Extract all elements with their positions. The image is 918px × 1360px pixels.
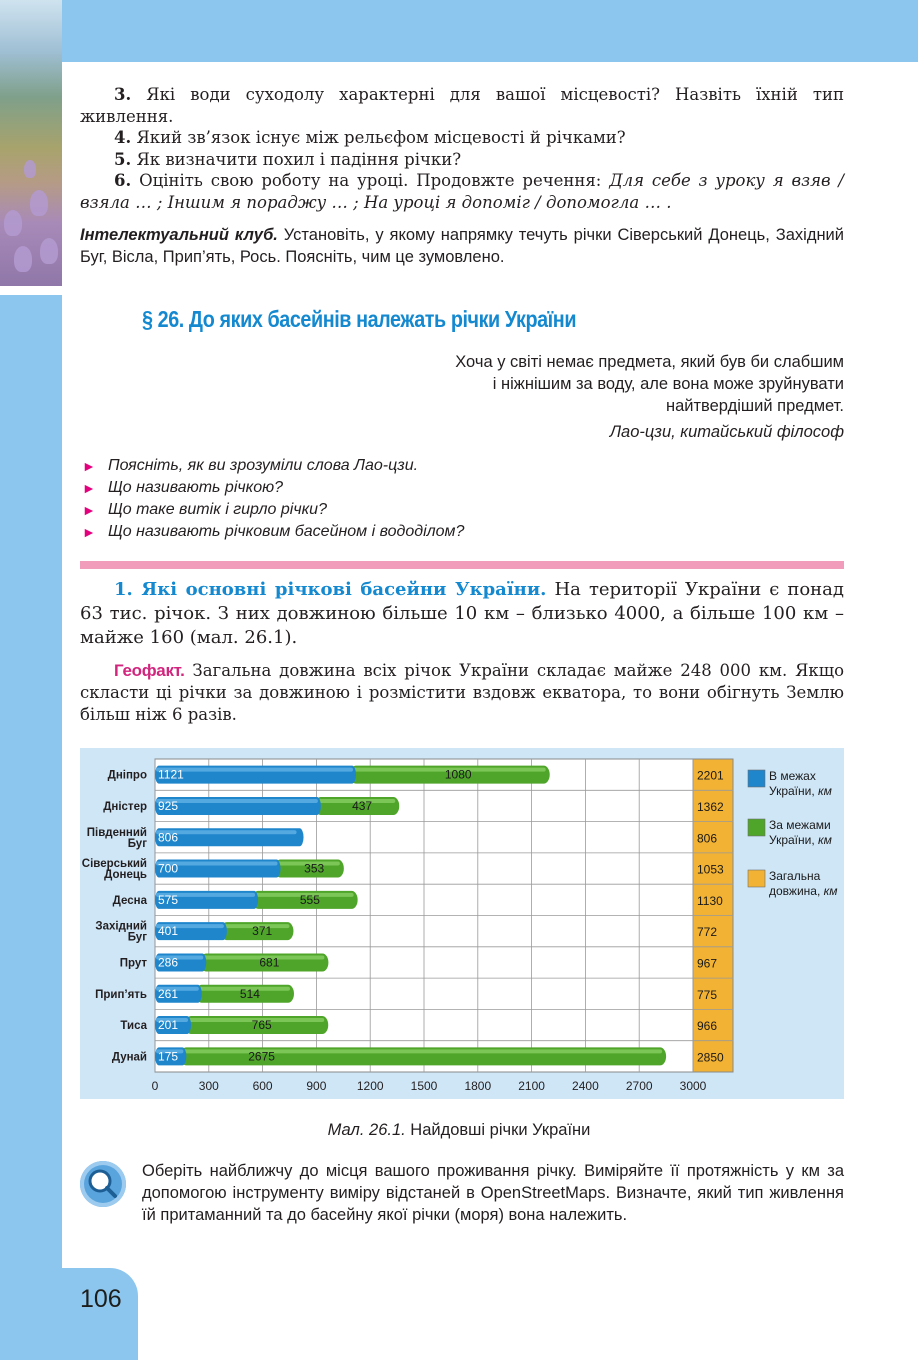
- paragraph-heading: 1. Які основні річкові басейни України.: [114, 579, 547, 600]
- category-label: Дніпро: [107, 769, 147, 782]
- value-label-outside: 681: [259, 955, 280, 970]
- value-label-inside: 700: [158, 861, 179, 876]
- value-label-total: 775: [697, 987, 718, 1002]
- value-label-total: 1053: [697, 862, 724, 877]
- legend-label: довжина, км: [769, 884, 838, 898]
- rivers-length-chart: [80, 748, 844, 1099]
- practical-task-text: Оберіть найближчу до місця вашого проживання річку. Виміряйте її протяжність у км за допомогою інструменту виміру відстаней в OpenStreetMaps. Визначте, який тип живлення їй притаманний та до басейну якої річки (моря) вона належить.: [142, 1162, 844, 1224]
- epigraph-author: Лао-цзи, китайський філософ: [609, 423, 844, 441]
- x-tick-label: 2100: [518, 1079, 545, 1093]
- page-number-tab: [0, 1268, 138, 1360]
- section-title: § 26. До яких басейнів належать річки України: [142, 306, 577, 332]
- x-tick-label: 300: [198, 1079, 219, 1093]
- value-label-outside: 765: [251, 1018, 272, 1033]
- top-color-band: [62, 0, 918, 62]
- category-label: Прип’ять: [95, 988, 147, 1001]
- triangle-arrow-icon: ►: [82, 480, 96, 496]
- legend-label: України, км: [769, 833, 832, 847]
- value-label-inside: 261: [158, 986, 179, 1001]
- value-label-inside: 201: [158, 1018, 179, 1033]
- warmup-questions: [80, 455, 844, 543]
- legend-swatch: [748, 770, 765, 787]
- value-label-total: 967: [697, 956, 718, 971]
- question-4: 4. Який зв’язок існує між рельєфом місцевості й річками?: [114, 128, 626, 147]
- value-label-outside: 2675: [248, 1049, 275, 1064]
- category-label: Сіверський: [81, 858, 147, 871]
- club-label: Інтелектуальний клуб.: [80, 226, 278, 244]
- value-label-outside: 437: [352, 798, 373, 813]
- category-label: Буг: [127, 931, 147, 944]
- category-label: Донець: [104, 869, 147, 882]
- decorative-crocus-photo: [0, 0, 62, 286]
- list-item: ► Що називають річкою?: [80, 477, 844, 499]
- category-label: Тиса: [120, 1020, 147, 1033]
- triangle-arrow-icon: ►: [82, 524, 96, 540]
- paragraph-main-basins: 1. Які основні річкові басейни України. На території України є понад 63 тис. річок. З них довжиною більше 10 км – близько 4000, а більше 100 км – майже 160 (мал. 26.1).: [80, 579, 844, 648]
- category-label: Прут: [119, 957, 147, 970]
- x-tick-label: 0: [151, 1079, 159, 1093]
- value-label-total: 1130: [697, 893, 723, 908]
- value-label-inside: 401: [158, 924, 179, 939]
- x-tick-label: 1200: [356, 1079, 384, 1093]
- legend-label: В межах: [769, 769, 816, 783]
- x-tick-label: 2700: [625, 1079, 653, 1093]
- bar-highlight: [156, 799, 318, 803]
- epigraph-line: найтвердіший предмет.: [665, 397, 844, 415]
- geofact-paragraph: Геофакт. Загальна довжина всіх річок України складає майже 248 000 км. Якщо скласти ці річки за довжиною і розмістити вздовж екватора, то вони обігнуть Землю більш ніж 6 разів.: [80, 661, 844, 724]
- x-tick-label: 600: [252, 1079, 273, 1093]
- pink-divider: [80, 561, 844, 569]
- value-label-outside: 1080: [444, 767, 472, 782]
- value-label-outside: 371: [252, 924, 273, 939]
- x-tick-label: 3000: [679, 1079, 707, 1093]
- bar-highlight: [156, 768, 353, 772]
- value-label-inside: 575: [158, 892, 179, 907]
- value-label-inside: 175: [158, 1049, 179, 1064]
- value-label-outside: 514: [239, 986, 260, 1001]
- value-label-total: 2201: [697, 768, 724, 783]
- legend-label: України, км: [769, 784, 832, 798]
- value-label-outside: 353: [304, 861, 325, 876]
- value-label-outside: 555: [299, 892, 320, 907]
- value-label-total: 1362: [697, 799, 724, 814]
- magnifier-task-icon: [80, 1161, 126, 1207]
- question-6: 6. Оцініть свою роботу на уроці. Продовжте речення: Для себе з уроку я взяв / взяла … ; Іншим я пораджу … ; На уроці я допоміг / допомогла … .: [80, 171, 844, 212]
- figure-caption: Мал. 26.1. Найдовші річки України: [327, 1121, 591, 1139]
- category-label: Західний: [95, 920, 147, 933]
- epigraph: [284, 351, 844, 443]
- list-item: ► Що таке витік і гирло річки?: [80, 499, 844, 521]
- category-label: Дністер: [103, 800, 147, 813]
- x-tick-label: 1800: [464, 1079, 492, 1093]
- triangle-arrow-icon: ►: [82, 502, 96, 518]
- value-label-inside: 806: [158, 830, 179, 845]
- list-item: ► Що називають річковим басейном і вододілом?: [80, 521, 844, 543]
- page-number: 106: [80, 1285, 122, 1313]
- question-3: 3. Які води суходолу характерні для вашої місцевості? Назвіть їхній тип живлення.: [80, 85, 844, 126]
- category-label: Південний: [86, 826, 147, 839]
- review-questions: [80, 84, 844, 213]
- value-label-inside: 925: [158, 798, 179, 813]
- category-label: Десна: [112, 894, 147, 907]
- value-label-total: 772: [697, 925, 718, 940]
- value-label-total: 2850: [697, 1050, 724, 1065]
- epigraph-line: Хоча у світі немає предмета, який був би слабшим: [455, 353, 844, 371]
- category-label: Буг: [127, 837, 147, 850]
- value-label-total: 966: [697, 1019, 718, 1034]
- value-label-inside: 1121: [158, 767, 184, 782]
- x-tick-label: 2400: [572, 1079, 599, 1093]
- x-tick-label: 900: [306, 1079, 327, 1093]
- value-label-total: 806: [697, 831, 718, 846]
- legend-label: Загальна: [769, 869, 821, 883]
- triangle-arrow-icon: ►: [82, 458, 96, 474]
- geofact-label: Геофакт.: [114, 661, 185, 680]
- legend-swatch: [748, 870, 765, 887]
- epigraph-line: і ніжнішим за воду, але вона може зруйнувати: [492, 375, 844, 393]
- value-label-inside: 286: [158, 955, 179, 970]
- x-tick-label: 1500: [410, 1079, 438, 1093]
- legend-swatch: [748, 819, 765, 836]
- category-label: Дунай: [111, 1051, 147, 1064]
- question-5: 5. Як визначити похил і падіння річки?: [114, 149, 462, 169]
- intellectual-club-task: Інтелектуальний клуб. Установіть, у якому напрямку течуть річки Сіверський Донець, Західний Буг, Вісла, Прип’ять, Рось. Поясніть, чим це зумовлено.: [80, 226, 844, 266]
- legend-label: За межами: [769, 818, 831, 832]
- list-item: ► Поясніть, як ви зрозуміли слова Лао-цзи.: [80, 455, 844, 477]
